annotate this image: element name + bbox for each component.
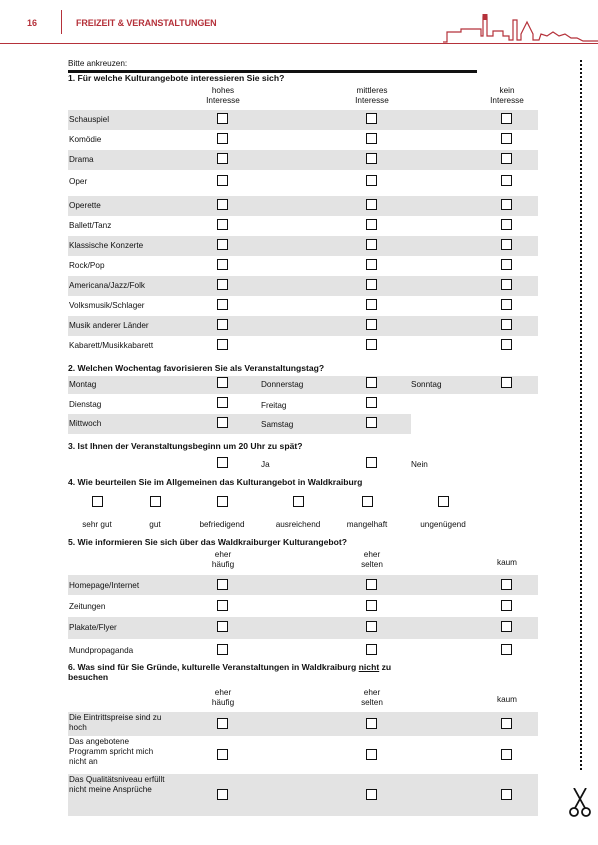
instruction: Bitte ankreuzen: [68, 59, 128, 68]
q1-col-b-header: mittleres Interesse [355, 86, 389, 105]
day-checkbox-monday[interactable] [217, 377, 228, 388]
q1-checkbox[interactable] [217, 153, 228, 164]
q1-row-label: Kabarett/Musikkabarett [69, 341, 154, 350]
q1-col-c-header: kein Interesse [490, 86, 524, 105]
q5-col-b-header: eher selten [361, 550, 383, 569]
q5-title: 5. Wie informieren Sie sich über das Waldkraiburger Kulturangebot? [68, 537, 347, 547]
q3-no-label: Nein [411, 460, 428, 469]
q5-checkbox[interactable] [501, 600, 512, 611]
q6-checkbox[interactable] [366, 718, 377, 729]
q1-checkbox[interactable] [501, 153, 512, 164]
q6-row-label-line: Das Qualitätsniveau erfüllt [69, 775, 165, 784]
q5-checkbox[interactable] [366, 600, 377, 611]
day-checkbox-saturday[interactable] [366, 417, 377, 428]
q1-checkbox[interactable] [217, 199, 228, 210]
q1-checkbox[interactable] [366, 113, 377, 124]
q1-checkbox[interactable] [217, 279, 228, 290]
q1-checkbox[interactable] [366, 279, 377, 290]
q1-row-label: Operette [69, 201, 101, 210]
q1-row-label: Ballett/Tanz [69, 221, 112, 230]
page-number: 16 [27, 18, 38, 28]
q6-checkbox[interactable] [501, 749, 512, 760]
skyline-logo [443, 12, 598, 44]
q5-row-label: Plakate/Flyer [69, 623, 117, 632]
day-label-thursday: Donnerstag [261, 380, 304, 389]
q4-title: 4. Wie beurteilen Sie im Allgemeinen das Kulturangebot in Waldkraiburg [68, 477, 363, 487]
q1-row-bg [68, 110, 538, 130]
q6-col-c-header: kaum [496, 695, 518, 704]
q1-row-bg [68, 196, 538, 216]
q1-title: 1. Für welche Kulturangebote interessieren Sie sich? [68, 73, 285, 83]
q4-option-label: mangelhaft [346, 520, 388, 529]
q5-checkbox[interactable] [217, 600, 228, 611]
q1-checkbox[interactable] [217, 239, 228, 250]
q3-no-checkbox[interactable] [366, 457, 377, 468]
q1-checkbox[interactable] [366, 219, 377, 230]
q1-row-label: Musik anderer Länder [69, 321, 149, 330]
q1-checkbox[interactable] [501, 133, 512, 144]
q1-row-label: Klassische Konzerte [69, 241, 144, 250]
q6-row-label [69, 713, 189, 733]
q4-option-label: ungenügend [420, 520, 466, 529]
q6-row-label-line: Das angebotene [69, 737, 130, 746]
q5-checkbox[interactable] [501, 644, 512, 655]
q1-checkbox[interactable] [366, 299, 377, 310]
q1-checkbox[interactable] [366, 239, 377, 250]
q6-checkbox[interactable] [501, 789, 512, 800]
q1-checkbox[interactable] [501, 175, 512, 186]
q1-checkbox[interactable] [501, 113, 512, 124]
q6-checkbox[interactable] [217, 749, 228, 760]
q1-checkbox[interactable] [366, 319, 377, 330]
q6-row-label-line: Die Eintrittspreise sind zu [69, 713, 162, 722]
q1-checkbox[interactable] [217, 113, 228, 124]
day-checkbox-tuesday[interactable] [217, 397, 228, 408]
q1-checkbox[interactable] [217, 259, 228, 270]
q1-checkbox[interactable] [217, 319, 228, 330]
q6-checkbox[interactable] [366, 749, 377, 760]
q4-option-label: ausreichend [275, 520, 321, 529]
q1-checkbox[interactable] [217, 219, 228, 230]
q4-checkbox[interactable] [150, 496, 161, 507]
q1-col-a-header: hohes Interesse [206, 86, 240, 105]
q1-row-label: Komödie [69, 135, 102, 144]
q1-checkbox[interactable] [366, 175, 377, 186]
day-label-friday: Freitag [261, 401, 287, 410]
q5-checkbox[interactable] [217, 621, 228, 632]
day-checkbox-thursday[interactable] [366, 377, 377, 388]
q6-row-label-line: nicht an [69, 757, 98, 766]
q6-row-label [69, 737, 189, 767]
q1-checkbox[interactable] [501, 259, 512, 270]
q1-checkbox[interactable] [501, 339, 512, 350]
scissors-icon [568, 788, 592, 818]
section-title: FREIZEIT & VERANSTALTUNGEN [76, 18, 217, 28]
q1-checkbox[interactable] [217, 299, 228, 310]
q5-col-c-header: kaum [496, 558, 518, 567]
day-label-monday: Montag [69, 380, 97, 389]
q1-checkbox[interactable] [366, 199, 377, 210]
q1-row-label: Americana/Jazz/Folk [69, 281, 145, 290]
q6-row-label-line: nicht meine Ansprüche [69, 785, 152, 794]
q1-checkbox[interactable] [217, 133, 228, 144]
q1-checkbox[interactable] [501, 299, 512, 310]
q6-col-a-header: eher häufig [211, 688, 235, 707]
q4-option-label: sehr gut [82, 520, 112, 529]
q6-col-b-header: eher selten [361, 688, 383, 707]
q6-row-label-line: Programm spricht mich [69, 747, 154, 756]
q1-checkbox[interactable] [366, 133, 377, 144]
q4-option-label: gut [149, 520, 161, 529]
q1-row-label: Oper [69, 177, 88, 186]
q5-row-bg [68, 617, 538, 639]
q4-checkbox[interactable] [217, 496, 228, 507]
q6-title: 6. Was sind für Sie Gründe, kulturelle Veranstaltungen in Waldkraiburg nicht zu besuchen [68, 662, 392, 682]
q6-checkbox[interactable] [217, 718, 228, 729]
q5-checkbox[interactable] [501, 621, 512, 632]
q5-checkbox[interactable] [366, 579, 377, 590]
q4-checkbox[interactable] [92, 496, 103, 507]
q6-row-label [69, 775, 189, 795]
q1-checkbox[interactable] [366, 259, 377, 270]
q6-checkbox[interactable] [501, 718, 512, 729]
q4-checkbox[interactable] [438, 496, 449, 507]
q3-yes-label: Ja [261, 460, 270, 469]
q1-checkbox[interactable] [366, 153, 377, 164]
q5-row-label: Homepage/Internet [69, 581, 140, 590]
header-divider [61, 10, 62, 34]
q1-checkbox[interactable] [217, 175, 228, 186]
day-label-tuesday: Dienstag [69, 400, 102, 409]
q6-row-label-line: hoch [69, 723, 87, 732]
header-rule [0, 43, 598, 44]
q4-option-label: befriedigend [199, 520, 245, 529]
q1-row-bg [68, 150, 538, 170]
q5-row-label: Mundpropaganda [69, 646, 134, 655]
q1-row-label: Rock/Pop [69, 261, 105, 270]
q1-checkbox[interactable] [501, 199, 512, 210]
q5-checkbox[interactable] [366, 621, 377, 632]
day-label-saturday: Samstag [261, 420, 294, 429]
day-label-wednesday: Mittwoch [69, 419, 102, 428]
q6-checkbox[interactable] [217, 789, 228, 800]
q1-checkbox[interactable] [366, 339, 377, 350]
q1-checkbox[interactable] [217, 339, 228, 350]
q1-row-label: Volksmusik/Schlager [69, 301, 145, 310]
day-checkbox-friday[interactable] [366, 397, 377, 408]
q5-checkbox[interactable] [217, 644, 228, 655]
q6-checkbox[interactable] [366, 789, 377, 800]
q2-title: 2. Welchen Wochentag favorisieren Sie als Veranstaltungstag? [68, 363, 325, 373]
q2-row-3-bg [68, 414, 411, 434]
q1-row-label: Drama [69, 155, 94, 164]
q1-checkbox[interactable] [501, 319, 512, 330]
day-checkbox-wednesday[interactable] [217, 417, 228, 428]
q5-col-a-header: eher häufig [211, 550, 235, 569]
q1-checkbox[interactable] [501, 219, 512, 230]
q5-checkbox[interactable] [366, 644, 377, 655]
q3-title: 3. Ist Ihnen der Veranstaltungsbeginn um 20 Uhr zu spät? [68, 441, 303, 451]
q4-checkbox[interactable] [293, 496, 304, 507]
q1-checkbox[interactable] [501, 239, 512, 250]
q1-checkbox[interactable] [501, 279, 512, 290]
q4-checkbox[interactable] [362, 496, 373, 507]
day-checkbox-sunday[interactable] [501, 377, 512, 388]
q5-checkbox[interactable] [217, 579, 228, 590]
q5-row-label: Zeitungen [69, 602, 106, 611]
q1-row-label: Schauspiel [69, 115, 110, 124]
cut-line [580, 60, 582, 770]
day-label-sunday: Sonntag [411, 380, 442, 389]
q3-yes-checkbox[interactable] [217, 457, 228, 468]
q5-checkbox[interactable] [501, 579, 512, 590]
